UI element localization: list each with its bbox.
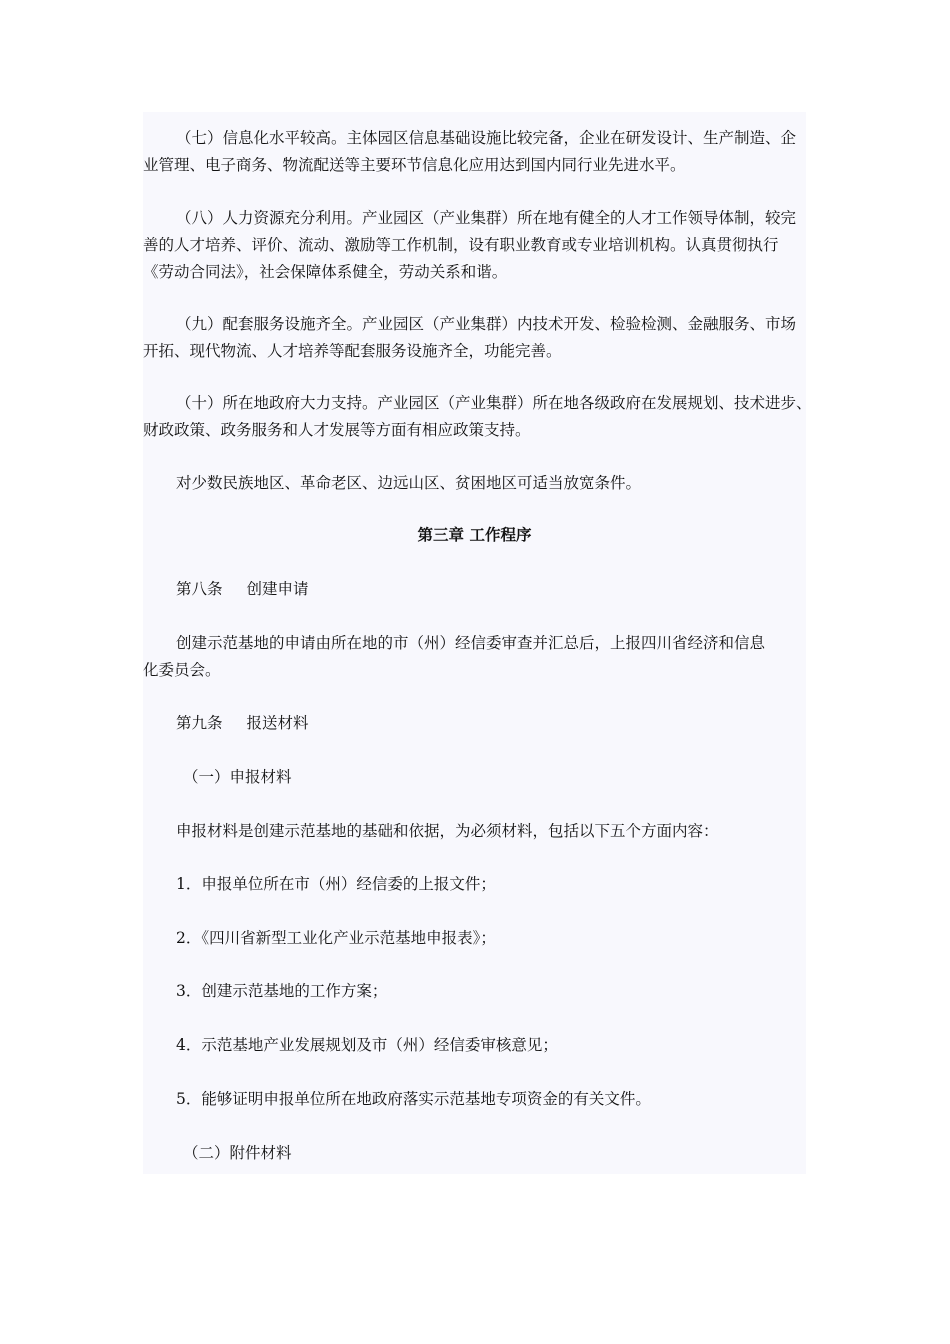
paragraph-8-line-1: （八）人力资源充分利用。产业园区（产业集群）所在地有健全的人才工作领导体制，较完 [176, 209, 797, 227]
article-8-heading [143, 576, 806, 603]
article-8-label: 第八条 [176, 580, 223, 598]
list-item: 4．示范基地产业发展规划及市（州）经信委审核意见； [176, 1036, 558, 1054]
subsection-1-title: （一）申报材料 [183, 768, 292, 786]
article-8-title: 创建申请 [246, 580, 309, 598]
subsection-1-intro: 申报材料是创建示范基地的基础和依据，为必须材料，包括以下五个方面内容： [176, 822, 719, 840]
document-body [143, 112, 812, 1174]
list-item: 5．能够证明申报单位所在地政府落实示范基地专项资金的有关文件。 [176, 1090, 651, 1108]
paragraph-10-line-1: （十）所在地政府大力支持。产业园区（产业集群）所在地各级政府在发展规划、技术进步、 [176, 394, 812, 412]
paragraph-8-line-2: 善的人才培养、评价、流动、激励等工作机制，设有职业教育或专业培训机构。认真贯彻执行 [143, 236, 779, 254]
paragraph-7-line-1: （七）信息化水平较高。主体园区信息基础设施比较完备，企业在研发设计、生产制造、企 [176, 129, 797, 147]
paragraph-7-line-2: 业管理、电子商务、物流配送等主要环节信息化应用达到国内同行业先进水平。 [143, 156, 686, 174]
article-8-body-line-1: 创建示范基地的申请由所在地的市（州）经信委审查并汇总后，上报四川省经济和信息 [176, 634, 766, 652]
paragraph-8-line-3: 《劳动合同法》，社会保障体系健全，劳动关系和谐。 [143, 263, 508, 281]
article-8-body-line-2: 化委员会。 [143, 661, 221, 679]
paragraph-9-line-1: （九）配套服务设施齐全。产业园区（产业集群）内技术开发、检验检测、金融服务、市场 [176, 315, 797, 333]
paragraph-9-line-2: 开拓、现代物流、人才培养等配套服务设施齐全，功能完善。 [143, 342, 562, 360]
relaxation-note: 对少数民族地区、革命老区、边远山区、贫困地区可适当放宽条件。 [176, 474, 642, 492]
subsection-2-title: （二）附件材料 [183, 1144, 292, 1162]
list-item: 1．申报单位所在市（州）经信委的上报文件； [176, 875, 496, 893]
article-9-title: 报送材料 [246, 714, 309, 732]
paragraph-10-line-2: 财政政策、政务服务和人才发展等方面有相应政策支持。 [143, 421, 531, 439]
chapter-title: 第三章 工作程序 [417, 526, 532, 544]
list-item: 2．《四川省新型工业化产业示范基地申报表》； [176, 929, 496, 947]
article-9-heading [143, 710, 806, 737]
article-9-label: 第九条 [176, 714, 223, 732]
list-item: 3．创建示范基地的工作方案； [176, 982, 388, 1000]
